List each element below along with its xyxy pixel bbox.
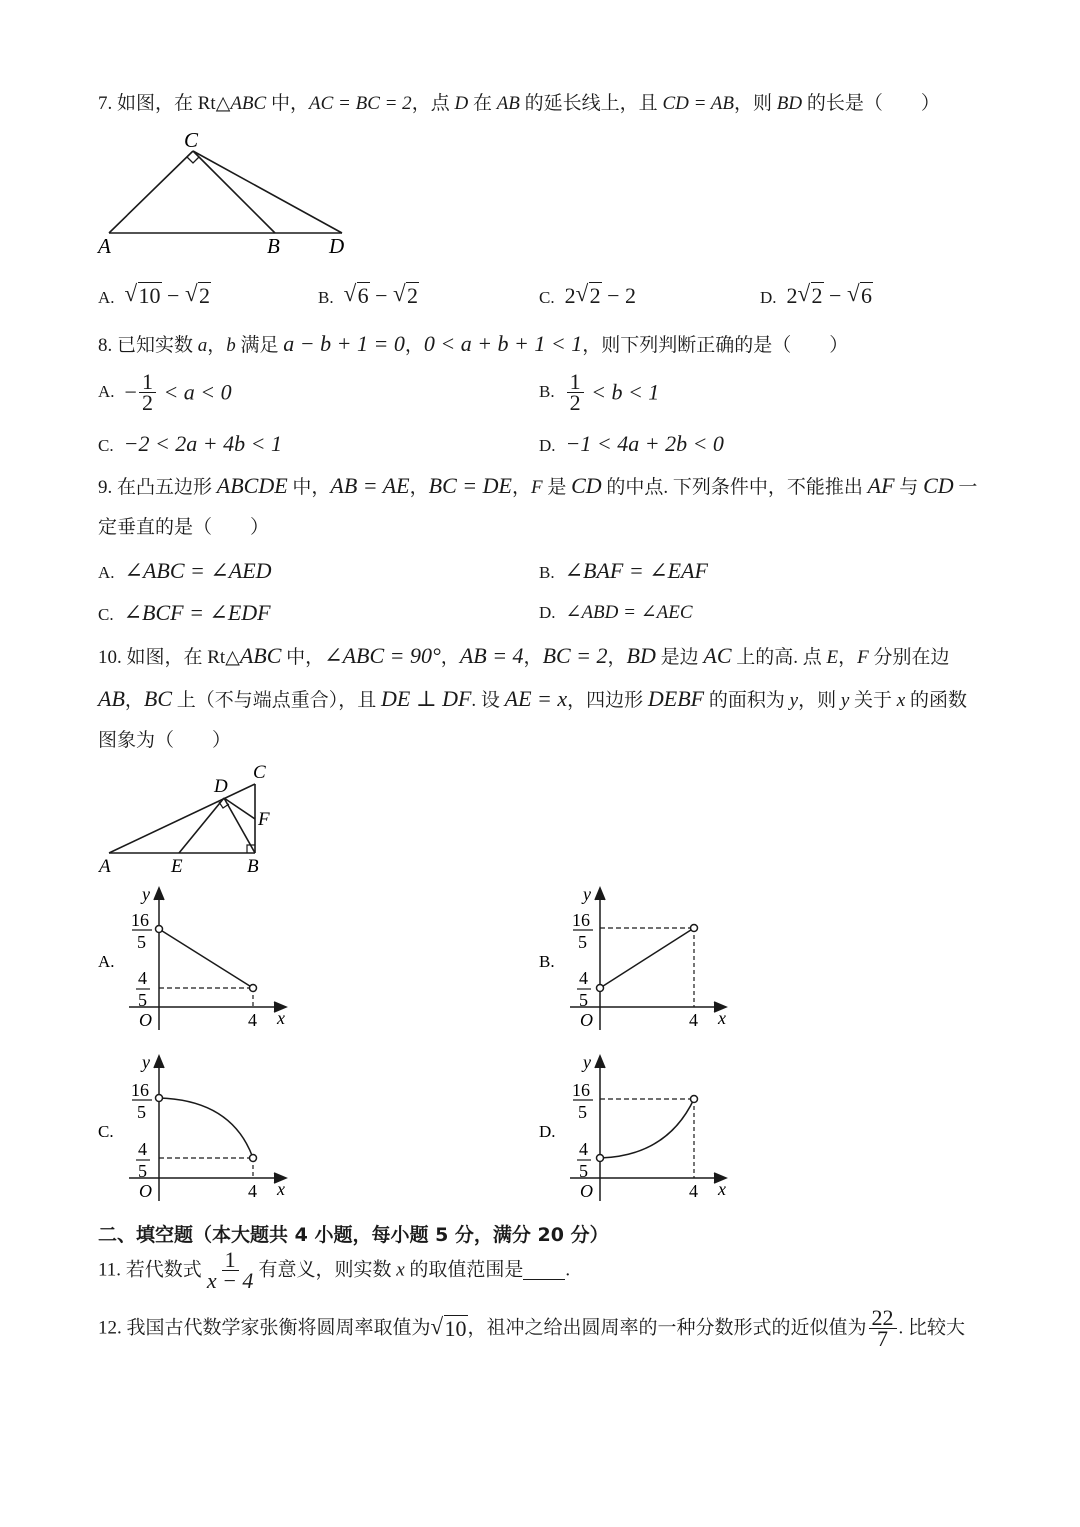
x-tick-label: 4 <box>248 1181 257 1201</box>
q7-math: D <box>454 93 469 114</box>
y-tick-denominator: 5 <box>137 1102 146 1122</box>
label-A: A <box>98 234 111 258</box>
q9-text: ， <box>511 477 531 498</box>
option-label: D. <box>539 603 556 622</box>
q10-math: BD <box>626 643 656 668</box>
option-label: C. <box>539 288 555 307</box>
q7-text: 的延长线上，且 <box>519 93 663 114</box>
radicand: 6 <box>860 283 872 308</box>
coefficient: 2 <box>564 283 576 308</box>
q10-math: AC <box>703 643 732 668</box>
q11-text: . <box>565 1259 571 1281</box>
q8-option-c[interactable] <box>98 430 282 460</box>
y-tick-numerator: 4 <box>138 1139 147 1159</box>
q9-text: 的中点. 下列条件中，不能推出 <box>601 477 868 498</box>
q7-option-a[interactable] <box>98 282 211 312</box>
q10-text: ， <box>838 647 858 668</box>
q7-text: 中， <box>266 93 309 114</box>
q10-math: AB = 4 <box>459 643 524 668</box>
origin-label: O <box>139 1181 152 1201</box>
q7-math: AB <box>496 93 520 114</box>
q10-text: ，则 <box>798 690 841 711</box>
q11-stem <box>98 1247 571 1293</box>
q8-text: ， <box>404 335 424 356</box>
q10-text: 如图，在 Rt△ <box>121 647 240 668</box>
y-tick-denominator: 5 <box>138 1161 147 1181</box>
q10-math: y <box>789 690 799 711</box>
q8-stem <box>98 330 848 360</box>
y-tick-numerator: 4 <box>579 968 588 988</box>
q12-text: . 比较大 <box>898 1317 966 1339</box>
option-label: D. <box>539 1122 556 1141</box>
q7-text: 在 <box>468 93 497 114</box>
q7-option-c[interactable] <box>539 282 636 312</box>
y-tick-numerator: 16 <box>131 1080 149 1100</box>
q10-math: AE = x <box>504 686 568 711</box>
q10-option-d-graph[interactable] <box>532 1048 752 1206</box>
q11-text: 有意义，则实数 <box>258 1259 397 1281</box>
coefficient: 2 <box>786 283 798 308</box>
q10-math: DE ⊥ DF <box>381 686 472 711</box>
operator: − <box>124 379 137 405</box>
operator: − <box>369 283 394 308</box>
q9-math: BC = DE <box>428 473 512 498</box>
option-label: C. <box>98 436 114 455</box>
label-C: C <box>184 128 199 152</box>
q10-text: 的面积为 <box>704 690 790 711</box>
label-B: B <box>247 856 259 877</box>
q12-number: 12. <box>98 1317 122 1339</box>
q10-stem-line2 <box>98 685 967 715</box>
y-tick-numerator: 16 <box>131 910 149 930</box>
origin-label: O <box>580 1010 593 1030</box>
q8-math: a <box>197 335 208 356</box>
y-tick-numerator: 4 <box>138 968 147 988</box>
q9-text: ， <box>409 477 429 498</box>
y-tick-numerator: 4 <box>579 1139 588 1159</box>
x-axis-label: x <box>718 1008 726 1028</box>
x-axis-label: x <box>718 1179 726 1199</box>
q10-math: F <box>857 647 869 668</box>
q10-text: . 设 <box>471 690 505 711</box>
radicand: 2 <box>811 283 823 308</box>
q10-text: 分别在边 <box>868 647 950 668</box>
q8-option-a[interactable] <box>98 369 232 415</box>
q9-option-b[interactable] <box>539 557 708 587</box>
x-tick-label: 4 <box>689 1010 698 1030</box>
q10-stem-line3: 图象为（ ） <box>98 730 232 751</box>
q10-text: 是边 <box>655 647 704 668</box>
q10-text: 中， <box>281 647 325 668</box>
y-tick-numerator: 16 <box>572 910 590 930</box>
q8-text: ， <box>207 335 227 356</box>
y-tick-denominator: 5 <box>137 932 146 952</box>
angle-equation: ∠ABC = ∠AED <box>124 558 272 583</box>
q10-text: 上（不与端点重合），且 <box>172 690 382 711</box>
denominator: 7 <box>877 1326 889 1351</box>
q10-math: E <box>826 647 839 668</box>
label-F: F <box>258 809 270 830</box>
operator: − <box>161 283 185 308</box>
x-tick-label: 4 <box>689 1181 698 1201</box>
q10-stem-line1 <box>98 642 950 672</box>
q12-stem <box>98 1305 966 1351</box>
option-label: A. <box>98 381 115 401</box>
q9-option-d[interactable] <box>539 599 693 627</box>
q9-math: F <box>530 477 543 498</box>
q11-text: 的取值范围是 <box>404 1259 524 1281</box>
option-label: A. <box>98 952 115 971</box>
q10-option-b-graph[interactable] <box>532 880 752 1035</box>
q7-number: 7. <box>98 93 113 114</box>
radicand: 6 <box>357 283 369 308</box>
label-C: C <box>253 762 266 783</box>
q9-text: 在凸五边形 <box>112 477 217 498</box>
origin-label: O <box>580 1181 593 1201</box>
y-tick-denominator: 5 <box>138 990 147 1010</box>
q12-text: 我国古代数学家张衡将圆周率取值为 <box>121 1317 431 1339</box>
q8-math: 0 < a + b + 1 < 1 <box>423 331 583 356</box>
numerator: 1 <box>139 372 156 393</box>
y-axis-label: y <box>142 1052 150 1072</box>
q7-stem <box>98 90 940 118</box>
x-tick-label: 4 <box>248 1010 257 1030</box>
q8-text: 已知实数 <box>112 335 198 356</box>
y-tick-denominator: 5 <box>578 1102 587 1122</box>
q9-option-a[interactable] <box>98 557 272 587</box>
q10-text: 的函数 <box>905 690 967 711</box>
q11-number: 11. <box>98 1259 122 1281</box>
answer-blank[interactable] <box>523 1261 565 1280</box>
denominator: x − 4 <box>206 1268 254 1293</box>
angle-equation: ∠BCF = ∠EDF <box>123 600 271 625</box>
q9-number: 9. <box>98 477 113 498</box>
denominator: 2 <box>141 390 153 415</box>
operator: − <box>823 283 847 308</box>
q7-math: CD = AB <box>662 93 735 114</box>
q10-math: BC = 2 <box>542 643 608 668</box>
q9-math: AB = AE <box>330 473 410 498</box>
label-B: B <box>267 234 280 258</box>
radicand: 2 <box>407 283 419 308</box>
q11-math: x <box>396 1259 405 1281</box>
origin-label: O <box>139 1010 152 1030</box>
y-axis-label: y <box>583 884 591 904</box>
option-label: B. <box>539 952 555 971</box>
option-label: D. <box>760 288 777 307</box>
q10-triangle-figure <box>95 758 295 880</box>
radicand: 2 <box>589 283 601 308</box>
q7-option-d[interactable] <box>760 282 873 312</box>
q10-option-a-graph[interactable] <box>92 880 312 1035</box>
q9-stem-line2: 定垂直的是（ ） <box>98 517 270 538</box>
q8-math: a − b + 1 = 0 <box>283 331 405 356</box>
y-tick-denominator: 5 <box>579 990 588 1010</box>
q7-math: AC = BC = 2 <box>308 93 412 114</box>
inequality: −1 < 4a + 2b < 0 <box>565 431 724 456</box>
q7-text: ，则 <box>734 93 777 114</box>
q10-math: x <box>896 690 906 711</box>
q8-number: 8. <box>98 335 113 356</box>
x-axis-label: x <box>277 1008 285 1028</box>
label-D: D <box>329 234 345 258</box>
option-label: C. <box>98 605 114 624</box>
angle-equation: ∠BAF = ∠EAF <box>564 558 708 583</box>
q7-text: 的长是（ ） <box>802 93 940 114</box>
option-label: B. <box>539 563 555 582</box>
radicand: 10 <box>444 1315 467 1341</box>
q7-math: BD <box>776 93 803 114</box>
q10-math: ABC <box>239 643 282 668</box>
q10-math: BC <box>143 686 173 711</box>
q10-text: ， <box>124 690 144 711</box>
y-axis-label: y <box>142 884 150 904</box>
numerator: 1 <box>567 372 584 393</box>
q8-option-d[interactable] <box>539 430 724 460</box>
angle-equation: ∠ABD = ∠AEC <box>565 602 693 623</box>
inequality: −2 < 2a + 4b < 1 <box>123 431 282 456</box>
q10-math: ∠ABC = 90° <box>324 643 441 668</box>
q7-math: ABC <box>230 93 267 114</box>
q9-math: CD <box>571 473 602 498</box>
q10-math: AB <box>98 686 125 711</box>
y-tick-denominator: 5 <box>578 932 587 952</box>
q9-text: 中， <box>287 477 331 498</box>
q10-number: 10. <box>98 647 122 668</box>
q10-text: 上的高. 点 <box>731 647 827 668</box>
operator: − 2 <box>601 283 637 308</box>
option-label: C. <box>98 1122 114 1141</box>
option-label: A. <box>98 563 115 582</box>
q10-text: ， <box>523 647 543 668</box>
radicand: 10 <box>138 283 161 308</box>
q9-text: 是 <box>542 477 572 498</box>
q9-option-c[interactable] <box>98 599 271 629</box>
y-tick-denominator: 5 <box>579 1161 588 1181</box>
q7-text: ，点 <box>411 93 455 114</box>
q9-math: AF <box>867 473 895 498</box>
numerator: 1 <box>222 1250 239 1271</box>
q10-math: DEBF <box>647 686 705 711</box>
q7-text: 如图，在 Rt△ <box>112 93 231 114</box>
q9-stem-line1 <box>98 472 977 502</box>
label-A: A <box>99 856 111 877</box>
option-label: D. <box>539 436 556 455</box>
q10-text: ，四边形 <box>567 690 648 711</box>
y-axis-label: y <box>583 1052 591 1072</box>
option-label: B. <box>539 381 555 401</box>
q8-text: ，则下列判断正确的是（ ） <box>582 335 849 356</box>
radicand: 2 <box>198 283 210 308</box>
inequality: < a < 0 <box>157 379 232 405</box>
q10-option-c-graph[interactable] <box>92 1048 312 1206</box>
denominator: 2 <box>569 390 581 415</box>
label-D: D <box>214 776 228 797</box>
inequality: < b < 1 <box>585 379 660 405</box>
q12-text: ，祖冲之给出圆周率的一种分数形式的近似值为 <box>467 1317 867 1339</box>
y-tick-numerator: 16 <box>572 1080 590 1100</box>
q10-text: ， <box>440 647 460 668</box>
q11-text: 若代数式 <box>121 1259 202 1281</box>
label-E: E <box>171 856 183 877</box>
q9-math: CD <box>923 473 954 498</box>
q9-text: 一 <box>953 477 978 498</box>
section-heading: 二、填空题（本大题共 4 小题，每小题 5 分，满分 20 分） <box>98 1224 609 1246</box>
x-axis-label: x <box>277 1179 285 1199</box>
q8-math: b <box>226 335 236 356</box>
q9-text: 与 <box>894 477 924 498</box>
q10-text: 关于 <box>849 690 897 711</box>
option-label: A. <box>98 288 115 307</box>
q7-option-b[interactable] <box>318 282 419 312</box>
q8-text: 满足 <box>235 335 284 356</box>
q7-triangle-figure <box>95 125 365 265</box>
q10-math: y <box>840 690 850 711</box>
q9-math: ABCDE <box>216 473 288 498</box>
q10-text: ， <box>607 647 627 668</box>
q8-option-b[interactable] <box>539 369 660 415</box>
numerator: 22 <box>869 1308 897 1329</box>
option-label: B. <box>318 288 334 307</box>
